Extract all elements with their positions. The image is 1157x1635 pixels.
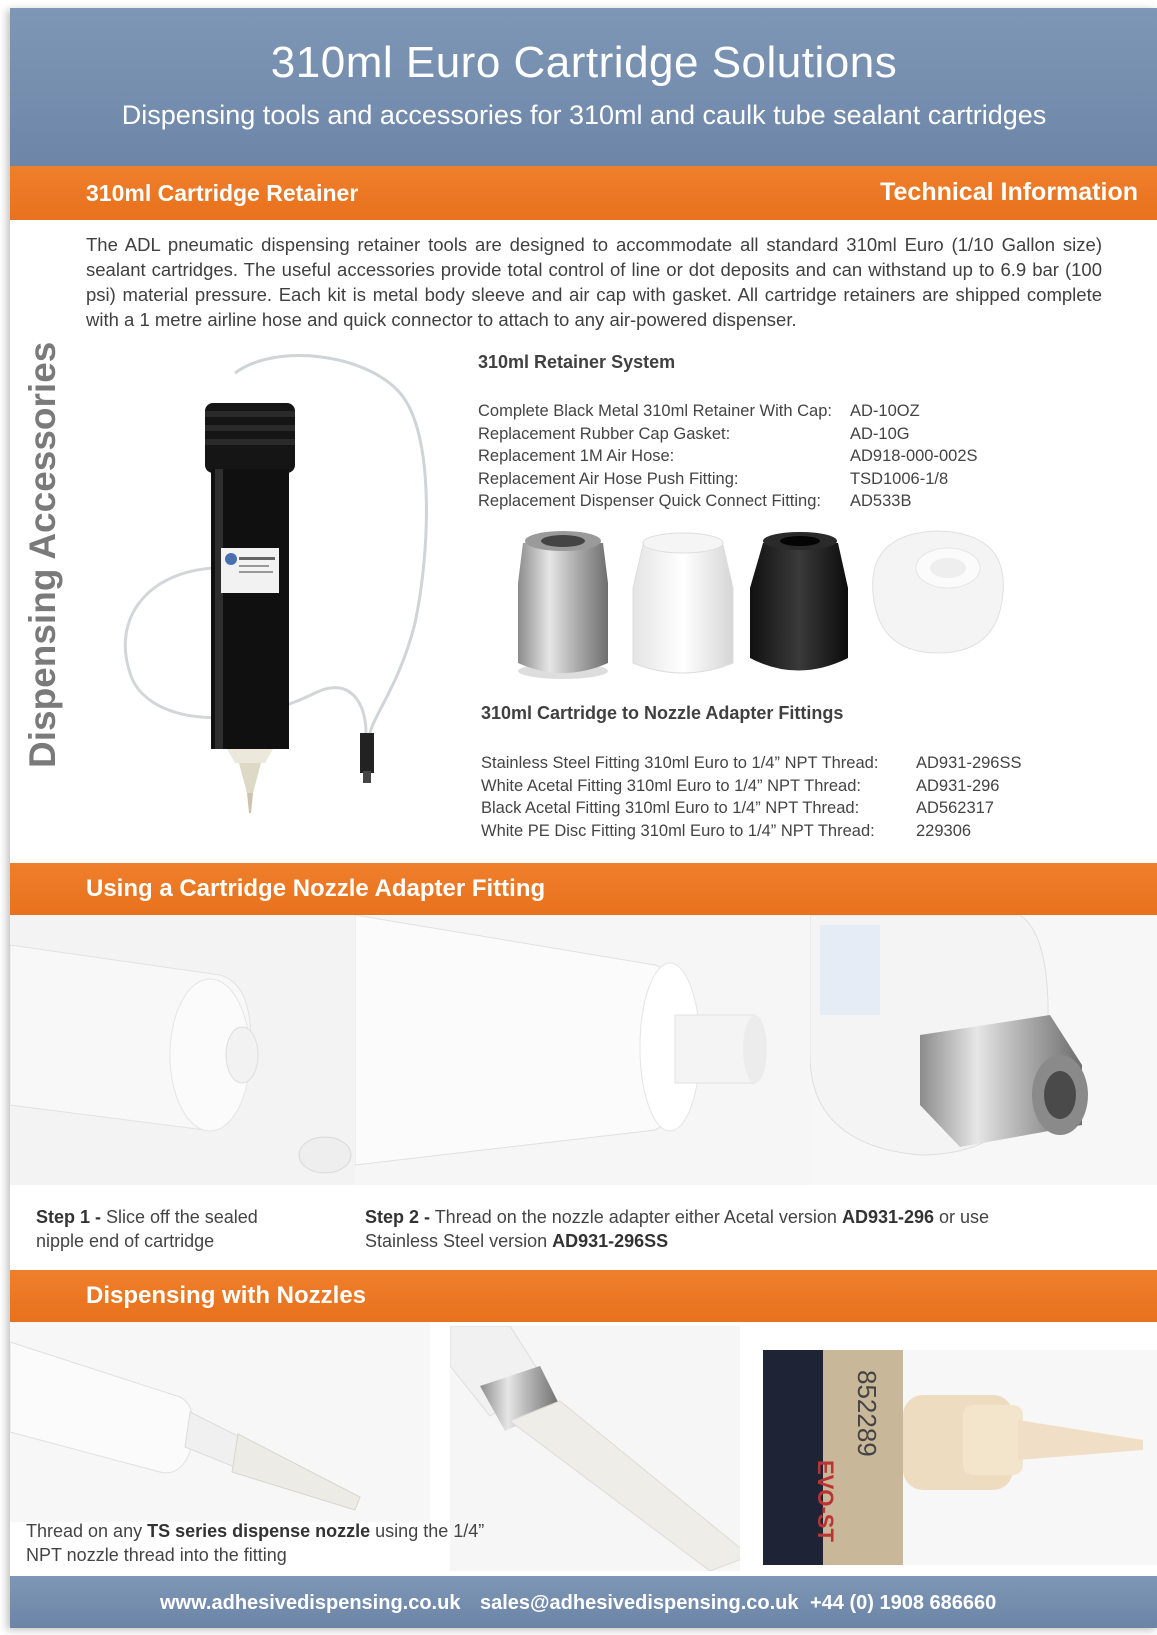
page-title: 310ml Euro Cartridge Solutions [270,38,898,87]
spec-row [478,423,1038,446]
spec-code: AD918-000-002S [850,447,978,465]
spec-label: White Acetal Fitting 310ml Euro to 1/4” NPT Thread: [481,776,861,795]
step1-caption [36,1205,306,1253]
adapter-fittings-table [481,752,1041,842]
step2-text-a: Thread on the nozzle adapter either Acetal version [430,1207,842,1227]
nozzle-text-b: using the 1/4” NPT nozzle thread into the fitting [26,1521,485,1565]
retainer-system-table [478,400,1038,513]
page-subtitle: Dispensing tools and accessories for 310ml and caulk tube sealant cartridges [121,100,1047,130]
section-heading-technical: Technical Information [880,178,1138,206]
spec-label: Replacement Dispenser Quick Connect Fitting: [478,492,821,510]
spec-label: Replacement 1M Air Hose: [478,447,675,465]
section-heading-retainer: 310ml Cartridge Retainer [86,180,359,206]
intro-paragraph: The ADL pneumatic dispensing retainer tools are designed to accommodate all standard 310ml Euro (1/10 Gallon size) sealant cartridges. The useful accessories provide total control of line or dot deposits and can withstand up to 6.9 bar (100 psi) material pressure. Each kit is metal body sleeve and air cap with gasket. All cartridge retainers are shipped complete with a 1 metre airline hose and quick connector to attach to any air-powered dispenser. [86,234,1102,330]
section-heading-nozzles: Dispensing with Nozzles [86,1282,367,1309]
step2-code-stainless: AD931-296SS [552,1231,669,1251]
step1-label: Step 1 - [36,1207,102,1227]
spec-row [481,797,1041,820]
spec-row [481,775,1041,798]
section-bar-retainer [10,166,1157,220]
step2-code-acetal: AD931-296 [841,1207,935,1227]
step1-text: Slice off the sealed nipple end of cartridge [36,1207,258,1251]
section-bar-adapter-usage [10,863,1157,915]
step2-caption [365,1205,1065,1253]
spec-row [478,468,1038,491]
nozzle-photo-1 [10,1322,430,1522]
spec-label: Replacement Rubber Cap Gasket: [478,424,731,443]
footer-email-link[interactable]: sales@adhesivedispensing.co.uk [480,1592,799,1614]
spec-code: AD562317 [916,799,994,817]
retainer-product-image [115,353,445,843]
nozzle-photo-2 [450,1326,740,1571]
spec-label: Replacement Air Hose Push Fitting: [478,469,739,488]
spec-row [478,490,1038,513]
section-heading-adapter-usage: Using a Cartridge Nozzle Adapter Fitting [86,875,546,902]
spec-label: White PE Disc Fitting 310ml Euro to 1/4” NPT Thread: [481,821,875,840]
step2-label: Step 2 - [365,1207,431,1227]
spec-code: AD533B [850,492,912,510]
footer-bar [10,1576,1157,1628]
section-bar-nozzles [10,1270,1157,1322]
nozzle-caption [26,1519,486,1567]
nozzle-text-a: Thread on any [26,1521,148,1541]
step2-text-b: or use Stainless Steel version [365,1207,990,1251]
step2-photo-stainless [810,915,1157,1185]
spec-code: AD-10G [850,424,910,443]
step2-photo-acetal [355,915,810,1185]
cartridge-label-number: 852289 [852,1370,882,1457]
footer-website-link[interactable]: www.adhesivedispensing.co.uk [160,1592,461,1614]
brochure-sheet [10,8,1157,1628]
footer-phone: +44 (0) 1908 686660 [810,1592,997,1614]
retainer-system-title: 310ml Retainer System [478,352,676,372]
spec-label: Complete Black Metal 310ml Retainer With Cap: [478,402,832,420]
adapter-fittings-title: 310ml Cartridge to Nozzle Adapter Fittings [481,703,844,723]
spec-row [478,445,1038,468]
spec-label: Stainless Steel Fitting 310ml Euro to 1/4” NPT Thread: [481,754,879,772]
header-banner [10,8,1157,166]
spec-code: AD931-296SS [916,754,1022,772]
spec-row [481,752,1041,775]
spec-row [481,820,1041,843]
nozzle-text-bold: TS series dispense nozzle [147,1521,371,1541]
spec-label: Black Acetal Fitting 310ml Euro to 1/4” NPT Thread: [481,799,860,817]
spec-code: AD931-296 [916,776,1000,795]
spec-code: TSD1006-1/8 [850,469,949,488]
step1-photo [10,915,355,1185]
cartridge-brand-text: EVO-ST [813,1460,838,1542]
nozzle-photo-3 [763,1350,1157,1565]
spec-code: AD-10OZ [850,402,920,420]
adapter-fittings-image [518,523,1048,683]
side-label: Dispensing Accessories [22,341,63,768]
spec-row [478,400,1038,423]
spec-code: 229306 [916,821,972,840]
